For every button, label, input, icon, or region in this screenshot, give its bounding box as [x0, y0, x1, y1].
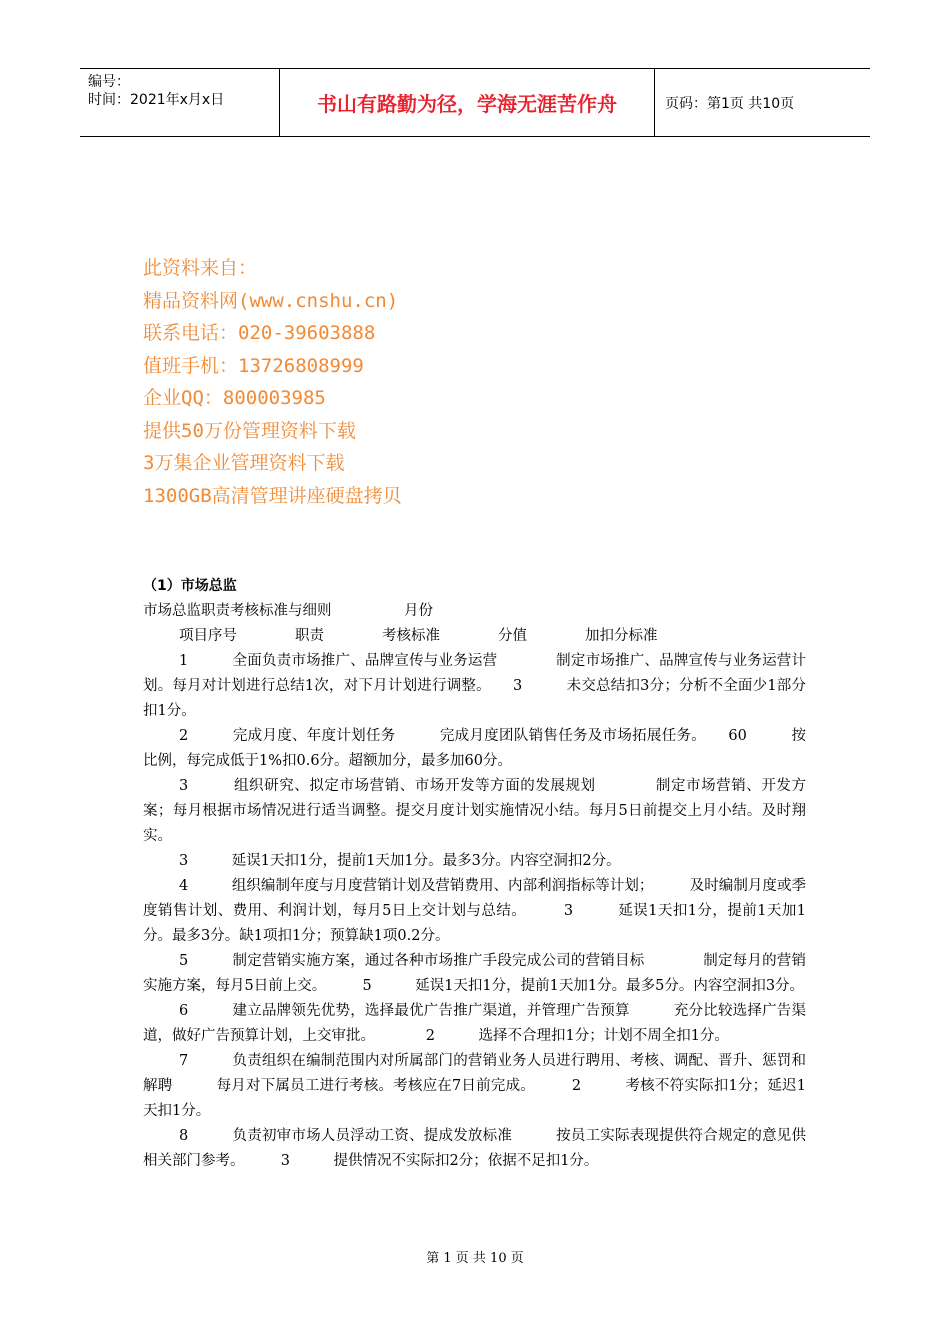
column-headers: 项目序号 职责 考核标准 分值 加扣分标准 [179, 628, 658, 644]
promo-line: 1300GB高清管理讲座硬盘拷贝 [143, 484, 402, 507]
item-paragraph: 3 延误1天扣1分，提前1天加1分。最多3分。内容空洞扣2分。 [179, 853, 621, 869]
item-paragraph: 4 组织编制年度与月度营销计划及营销费用、内部利润指标等计划； 及时编制月度或季度销售计划、费用、利润计划，每月5日上交计划与总结。 3 延误1天扣1分，提前1天加1分。最多3分。缺1项扣1分；预算缺1项0.2分。 [143, 878, 806, 944]
section-title: （1）市场总监 [143, 578, 237, 594]
item-paragraph: 1 全面负责市场推广、品牌宣传与业务运营 制定市场推广、品牌宣传与业务运营计划。每月对计划进行总结1次，对下月计划进行调整。 3 未交总结扣3分；分析不全面少1部分扣1分。 [143, 653, 806, 719]
page-header [80, 68, 870, 137]
item-paragraph: 6 建立品牌领先优势，选择最优广告推广渠道，并管理广告预算 充分比较选择广告渠道，做好广告预算计划，上交审批。 2 选择不合理扣1分；计划不周全扣1分。 [143, 1003, 806, 1044]
header-meta [80, 69, 280, 136]
item-paragraph: 7 负责组织在编制范围内对所属部门的营销业务人员进行聘用、考核、调配、晋升、惩罚和解聘 每月对下属员工进行考核。考核应在7日前完成。 2 考核不符实际扣1分；延迟1天扣1分。 [143, 1053, 806, 1119]
doc-time-label: 时间：2021年x月x日 [88, 92, 225, 108]
promo-line: 此资料来自： [143, 257, 258, 279]
doc-number-label: 编号： [88, 74, 130, 90]
promo-line: 联系电话：020-39603888 [143, 322, 376, 344]
promo-line: 3万集企业管理资料下载 [143, 452, 345, 474]
promo-line: 值班手机：13726808999 [143, 354, 364, 377]
promo-line: 企业QQ：800003985 [143, 387, 326, 409]
item-paragraph: 3 组织研究、拟定市场营销、市场开发等方面的发展规划 制定市场营销、开发方案；每月根据市场情况进行适当调整。提交月度计划实施情况小结。每月5日前提交上月小结。及时翔实。 [143, 778, 806, 844]
header-page-info: 页码：第1页 共10页 [665, 95, 795, 112]
document-body [143, 574, 806, 1174]
table-subtitle: 市场总监职责考核标准与细则 月份 [143, 603, 433, 619]
item-paragraph: 5 制定营销实施方案，通过各种市场推广手段完成公司的营销目标 制定每月的营销实施方案，每月5日前上交。 5 延误1天扣1分，提前1天加1分。最多5分。内容空洞扣3分。 [143, 953, 806, 994]
promo-line: 提供50万份管理资料下载 [143, 419, 356, 442]
header-slogan: 书山有路勤为径，学海无涯苦作舟 [280, 69, 655, 136]
item-paragraph: 2 完成月度、年度计划任务 完成月度团队销售任务及市场拓展任务。 60 按比例，每完成低于1%扣0.6分。超额加分，最多加60分。 [143, 728, 806, 769]
promo-block [143, 252, 402, 512]
item-paragraph: 8 负责初审市场人员浮动工资、提成发放标准 按员工实际表现提供符合规定的意见供相关部门参考。 3 提供情况不实际扣2分；依据不足扣1分。 [143, 1128, 806, 1169]
page-footer: 第 1 页 共 10 页 [426, 1251, 524, 1266]
promo-line: 精品资料网(www.cnshu.cn) [143, 289, 399, 312]
